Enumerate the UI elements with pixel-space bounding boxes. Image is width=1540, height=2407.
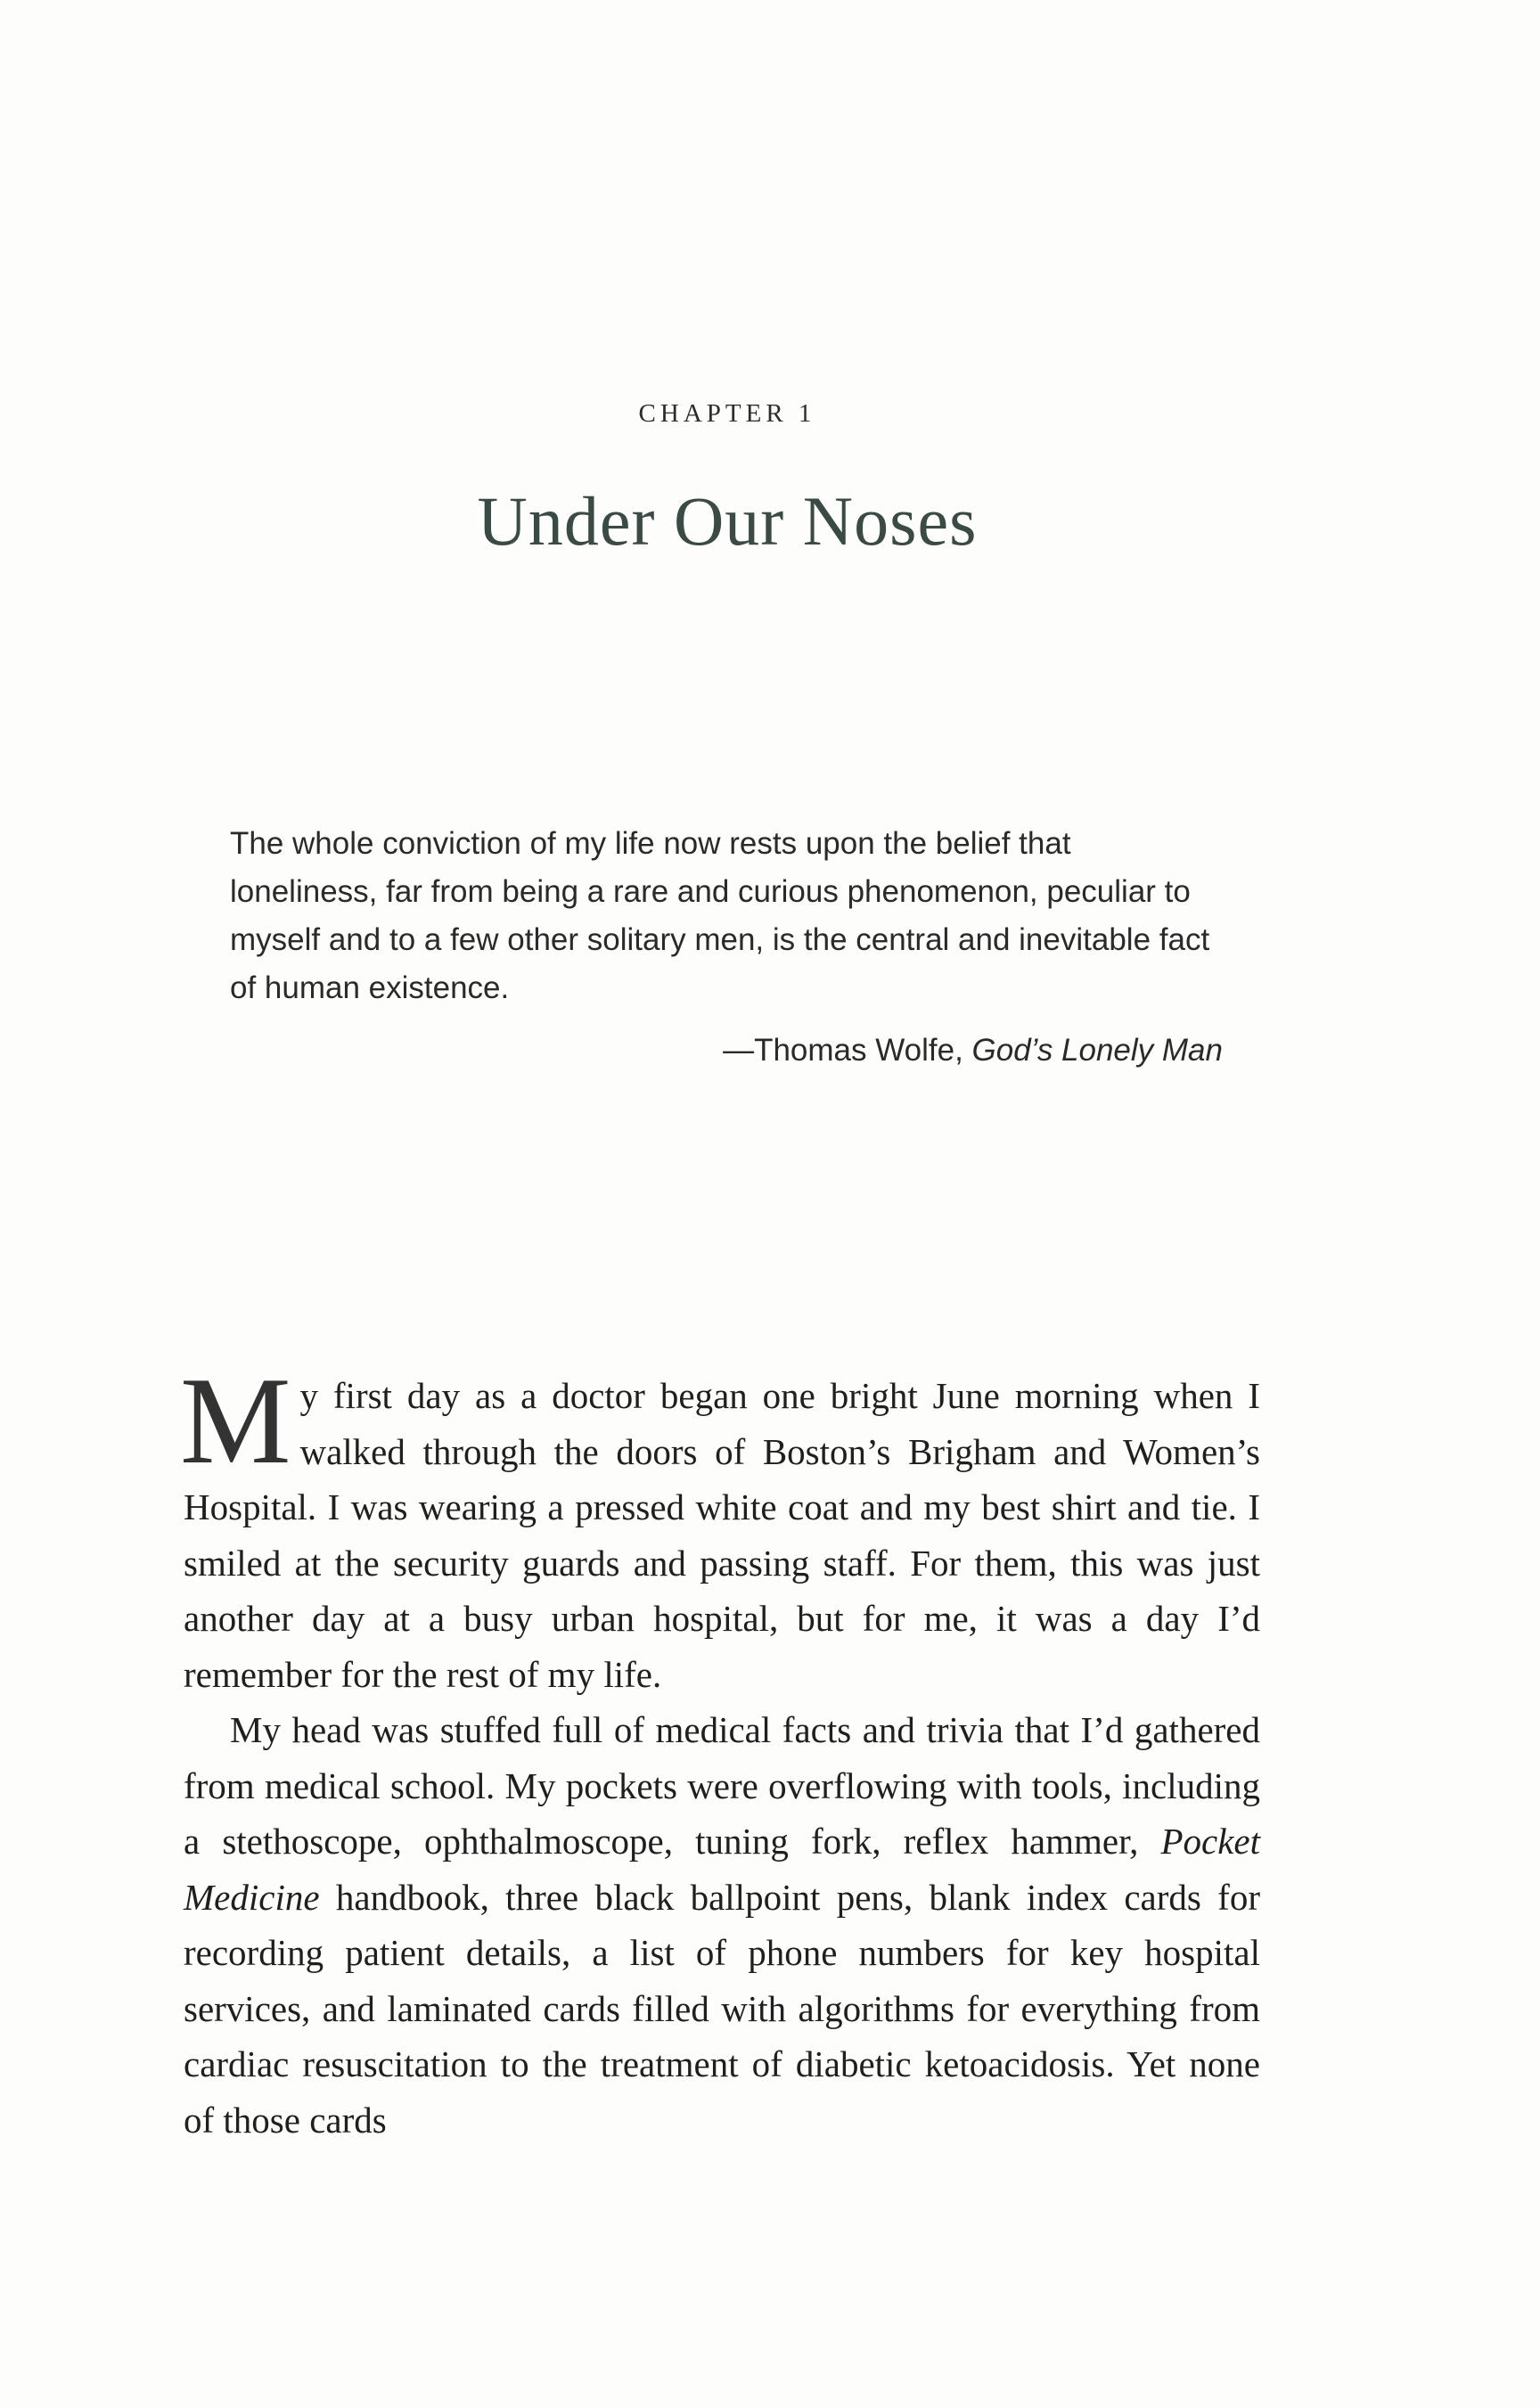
epigraph <box>230 820 1223 1075</box>
paragraph-1 <box>180 1352 1260 1702</box>
epigraph-text: The whole conviction of my life now rests upon the belief that loneliness, far from being a rare and curious phenomenon, peculiar to myself and to a few other solitary men, is the central and inevitable fact of human existence. <box>230 826 1210 1005</box>
epigraph-attribution <box>230 1027 1223 1075</box>
chapter-title: Under Our Noses <box>477 482 978 560</box>
chapter-label: CHAPTER 1 <box>638 399 816 428</box>
paragraph-1-text: y first day as a doctor began one bright June morning when I walked through the doors of Boston’s Brigham and Women’s Hospital. I was wearing a pressed white coat and my best shirt and tie. I smiled at the security guards and passing staff. For them, this was just another day at a busy urban hospital, but for me, it was a day I’d remember for the rest of my life. <box>184 1375 1260 1695</box>
body-text <box>180 1352 1260 2148</box>
paragraph-2-text-start: My head was stuffed full of medical facts and trivia that I’d gathered from medical school. My pockets were overflowing with tools, including a stethoscope, ophthalmoscope, tuning fork, reflex hammer, <box>184 1709 1260 1862</box>
attribution-work: God’s Lonely Man <box>971 1033 1223 1068</box>
drop-cap: M <box>180 1352 291 1490</box>
paragraph-2 <box>184 1702 1260 2148</box>
book-title-pocket-medicine: Pocket Medicine <box>184 1821 1260 1918</box>
attribution-author: —Thomas Wolfe, <box>723 1033 972 1068</box>
paragraph-2-text-end: handbook, three black ballpoint pens, blank index cards for recording patient details, a list of phone numbers for key hospital services, and laminated cards filled with algorithms for everything from cardiac resuscitation to the treatment of diabetic ketoacidosis. Yet none of those cards <box>184 1876 1260 2141</box>
